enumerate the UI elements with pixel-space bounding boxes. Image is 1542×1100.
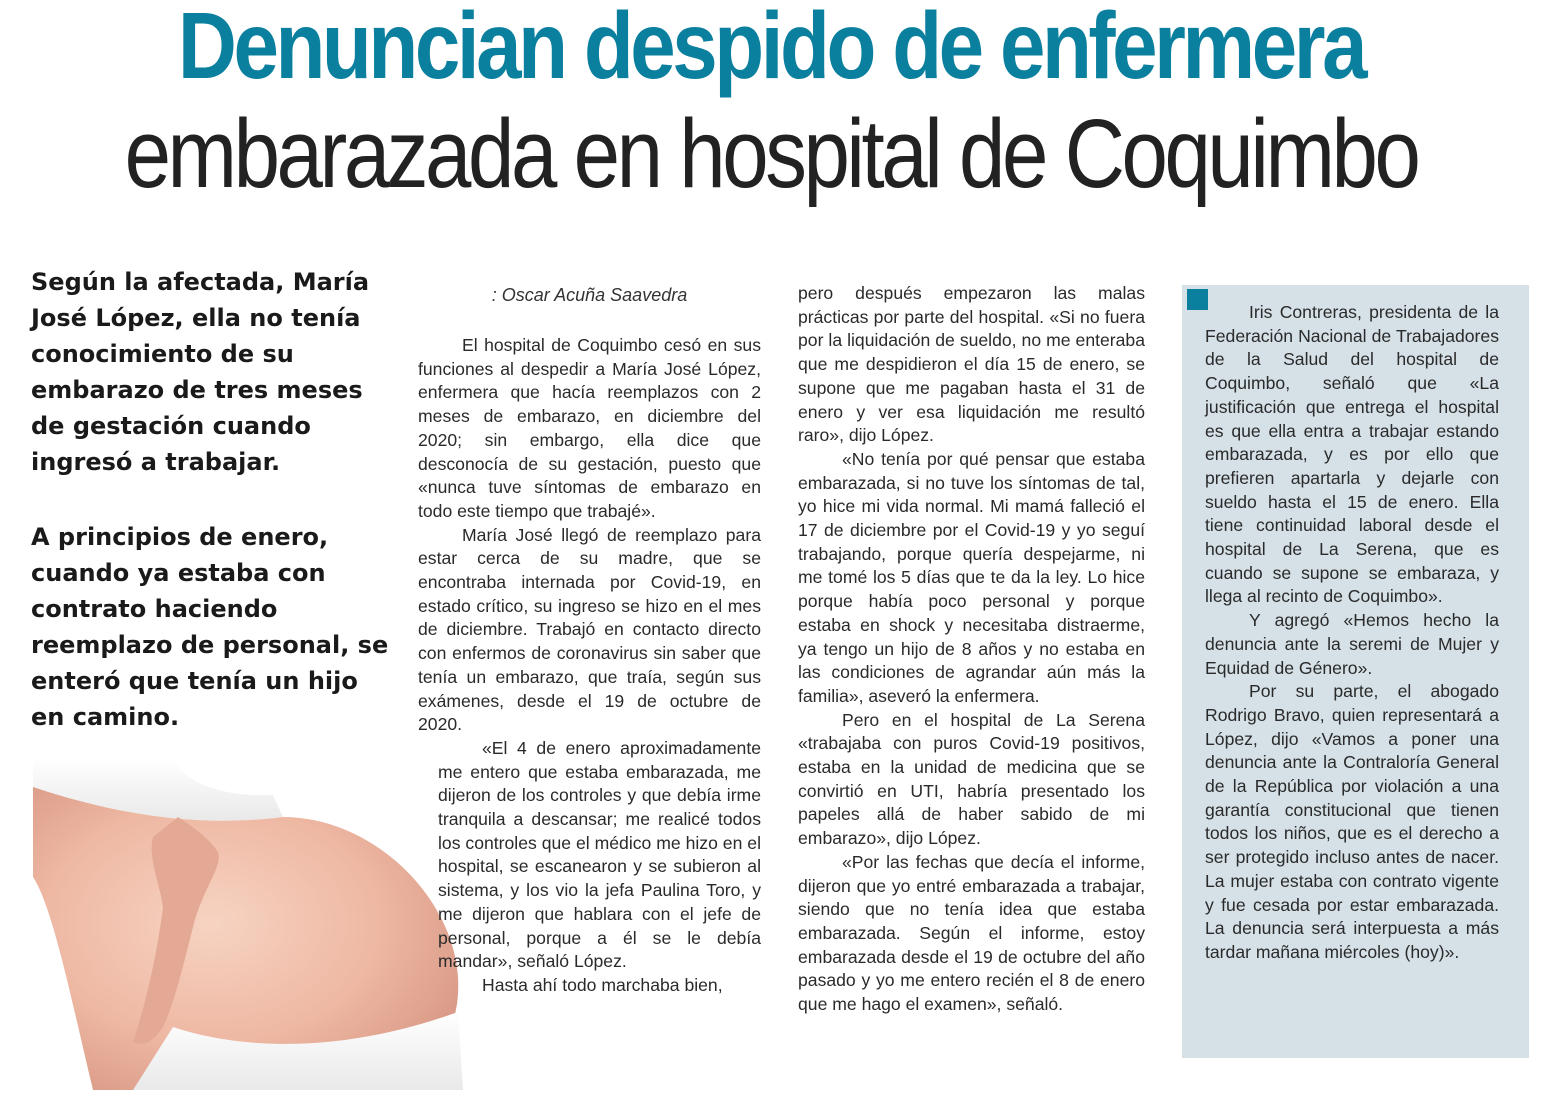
- headline-line1: Denuncian despido de enfermera: [177, 0, 1365, 99]
- body-paragraph: Hasta ahí todo marchaba bien,: [482, 974, 723, 995]
- sidebar-paragraph: Y agregó «Hemos hecho la denuncia ante la seremi de Mujer y Equidad de Género».: [1205, 610, 1499, 678]
- article-column-2: [798, 282, 1145, 1017]
- body-paragraph: El hospital de Coquimbo cesó en sus funciones al despedir a María José López, enfermera que hacía reemplazos con 2 meses de embarazo, en diciembre del 2020; sin embargo, ella dice que desconocía de su gestación, puesto que «nunca tuve síntomas de embarazo en todo este tiempo que trabajé».: [418, 335, 761, 521]
- sidebar-paragraph: Iris Contreras, presidenta de la Federación Nacional de Trabajadores de la Salud del hospital de Coquimbo, señaló que «La justificación que entrega el hospital es que ella entra a trabajar estando embarazada, y es por ello que prefieren apartarla y dejarle con sueldo hasta el 15 de enero. Ella tiene continuidad laboral desde el hospital de La Serena, que es cuando se supone se embaraza, y llega al recinto de Coquimbo».: [1205, 302, 1499, 607]
- body-paragraph: María José llegó de reemplazo para estar cerca de su madre, que se encontraba internada por Covid-19, en estado crítico, su ingreso se hizo en el mes de diciembre. Trabajó en contacto directo con enfermos de coronavirus sin saber que tenía un embarazo, que traía, según sus exámenes, desde el 19 de octubre de 2020.: [418, 524, 761, 735]
- body-paragraph: «No tenía por qué pensar que estaba embarazada, si no tuve los síntomas de tal, yo hice mi vida normal. Mi mamá falleció el 17 de diciembre por el Covid-19 y yo seguí trabajando, porque quería despejarme, ni me tomé los 5 días que te da la ley. Lo hice porque había poco personal y porque estaba en shock y necesitaba distraerme, ya tengo un hijo de 8 años y no estaba en las condiciones de agrandar aún más la familia», aseveró la enfermera.: [798, 448, 1145, 706]
- lead-paragraph-2: A principios de enero, cuando ya estaba con contrato haciendo reemplazo de personal, se enteró que tenía un hijo en camino.: [31, 523, 389, 731]
- article-column-1: [418, 334, 761, 998]
- body-paragraph: «Por las fechas que decía el informe, dijeron que yo entré embarazada a trabajar, siendo que no tenía idea que estaba embarazada. Según el informe, estoy embarazada desde el 19 de octubre del año pasado y yo me entero recién el 8 de enero que me hago el examen», señaló.: [798, 851, 1145, 1015]
- body-paragraph: «El 4 de enero aproximadamente me entero que estaba embarazada, me dijeron de los controles y que debía irme tranquila a descansar; me realicé todos los controles que el médico me hizo en el hospital, se escanearon y se subieron al sistema, y los vio la jefa Paulina Toro, y me dijeron que hablara con el jefe de personal, porque a él se le debía mandar», señaló López.: [438, 737, 761, 972]
- lead-paragraph-1: Según la afectada, María José López, ella no tenía conocimiento de su embarazo de tres meses de gestación cuando ingresó a trabajar.: [31, 268, 370, 476]
- sidebar-column: [1205, 301, 1499, 965]
- headline-line2: embarazada en hospital de Coquimbo: [124, 99, 1418, 208]
- byline: : Oscar Acuña Saavedra: [491, 285, 688, 305]
- pregnant-belly-photo: [33, 757, 463, 1090]
- sidebar-paragraph: Por su parte, el abogado Rodrigo Bravo, quien representará a López, dijo «Vamos a poner una denuncia ante la Contraloría General de la República por violación a una garantía constitucional que tienen todos los niños, que es el derecho a ser protegido incluso antes de nacer. La mujer estaba con contrato vigente y fue cesada por estar embarazada. La denuncia será interpuesta a más tardar mañana miércoles (hoy)».: [1205, 681, 1499, 962]
- body-paragraph: Pero en el hospital de La Serena «trabajaba con puros Covid-19 positivos, estaba en la unidad de medicina que se convirtió en UTI, habría presentado los papeles allá de haber sabido de mi embarazo», dijo López.: [798, 709, 1145, 849]
- body-paragraph: pero después empezaron las malas prácticas por parte del hospital. «Si no fuera por la liquidación de sueldo, no me enteraba que me despidieron el día 15 de enero, se supone que me pagaban hasta el 31 de enero y ver esa liquidación me resultó raro», dijo López.: [798, 283, 1145, 446]
